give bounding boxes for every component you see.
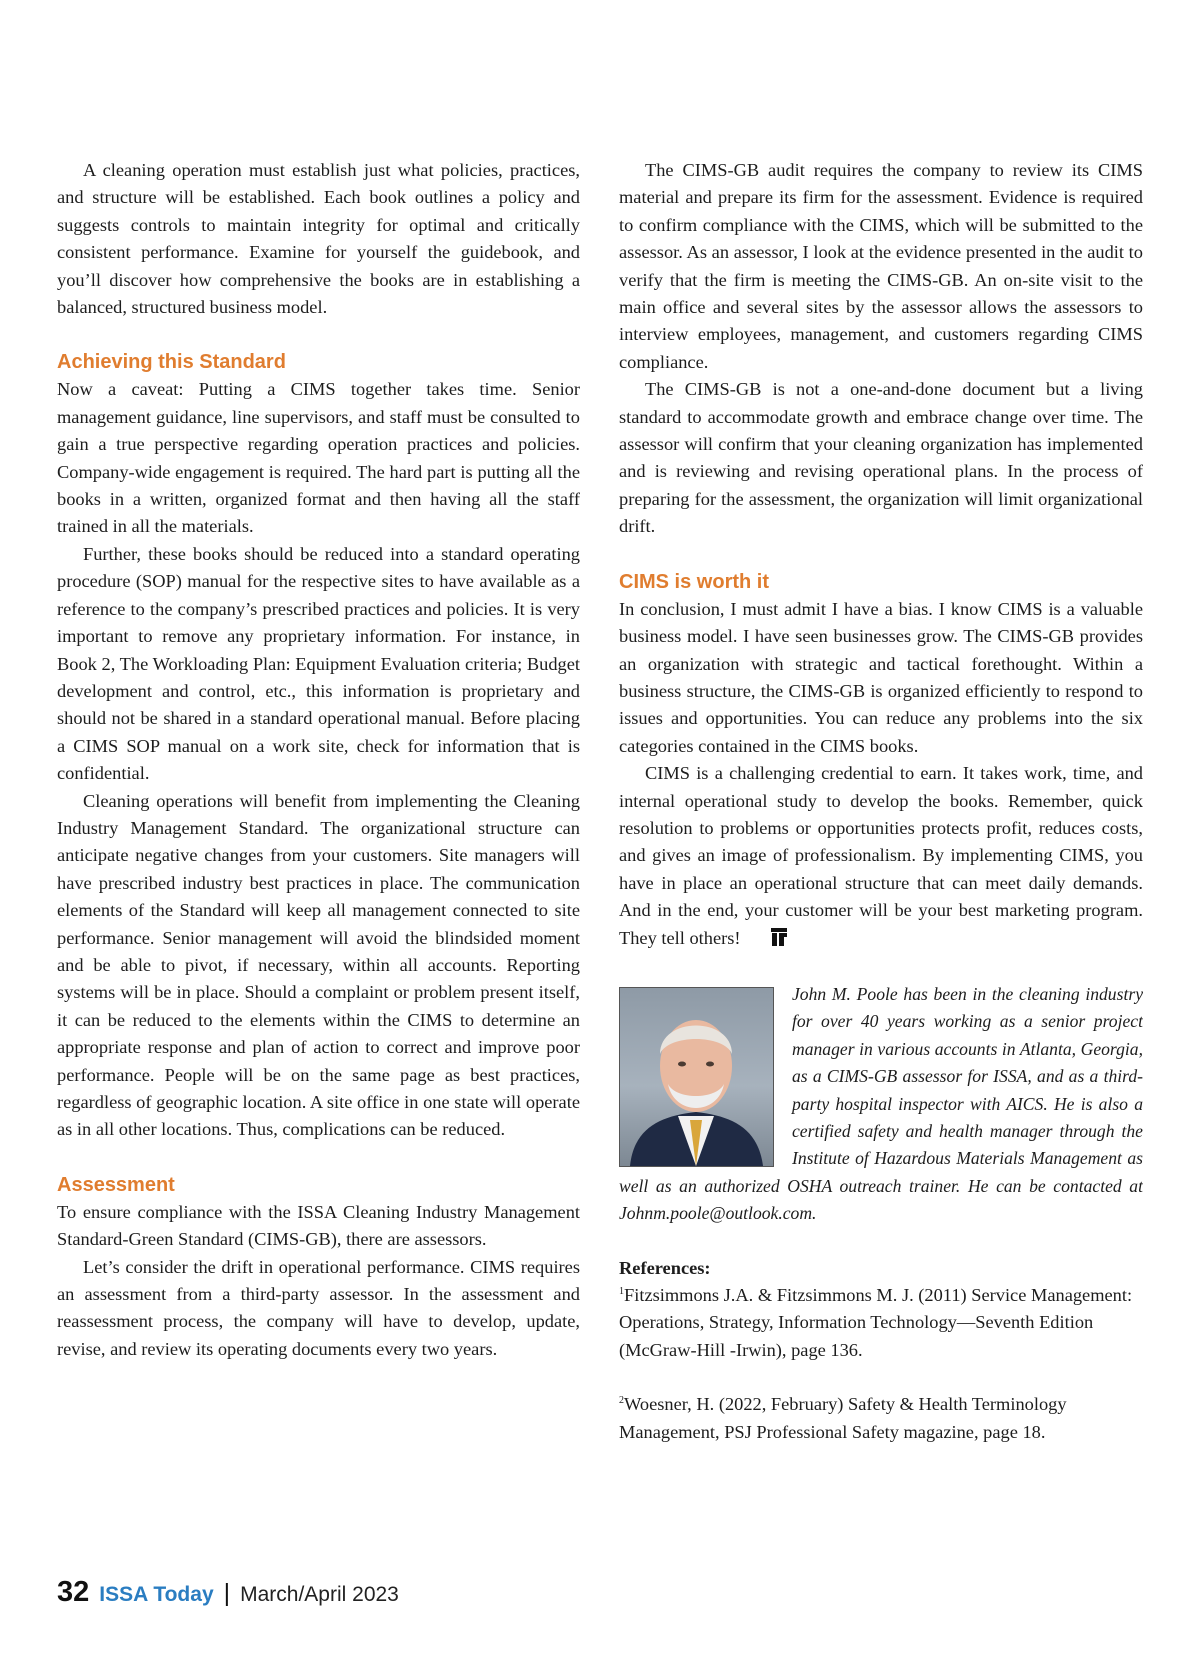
body-paragraph: Cleaning operations will benefit from implementing the Cleaning Industry Management Standard. The organizational structure can anticipate negative changes from your customers. Site managers will have prescribed industry best practices in place. The communication elements of the Standard will keep all management connected to site performance. Senior management will avoid the blindsided moment and be able to pivot, if necessary, within all accounts. Reporting systems will be in place. Should a complaint or problem present itself, it can be reduced to the elements within the CIMS to determine an appropriate response and plan of action to correct and improve poor performance. People will be on the same page as best practices, regardless of geographic location. A site office in one state will operate as in all other locations. Thus, complications can be reduced. — [57, 790, 580, 1140]
reference-number: 1 — [619, 1285, 624, 1297]
body-paragraph: Now a caveat: Putting a CIMS together takes time. Senior management guidance, line supervisors, and staff must be consulted to gain a true perspective regarding operation practices and policies. Company-wide engagement is required. The hard part is putting all the books in a written, organized format and then having all the staff trained in all the materials. — [57, 379, 580, 537]
page-footer — [57, 1576, 399, 1609]
section-heading-assessment: Assessment — [57, 1173, 175, 1196]
footer-separator: | — [223, 1579, 231, 1607]
author-photo — [619, 987, 774, 1167]
issue-date: March/April 2023 — [240, 1583, 399, 1606]
body-paragraph: In conclusion, I must admit I have a bias. I know CIMS is a valuable business model. I have seen businesses grow. The CIMS-GB provides an organization with strategic and tactical forethought. Within a business structure, the CIMS-GB is organized efficiently to respond to issues and opportunities. You can reduce any problems into the six categories contained in the CIMS books. — [619, 598, 1143, 756]
body-paragraph — [619, 760, 1143, 954]
section-heading-achieving: Achieving this Standard — [57, 351, 286, 374]
page-number: 32 — [57, 1576, 90, 1608]
body-paragraph: Let’s consider the drift in operational performance. CIMS requires an assessment from a third-party assessor. In the assessment and reassessment process, the company will have to develop, update, revise, and review its operating documents every two years. — [57, 1256, 580, 1359]
author-bio-text: John M. Poole has been in the cleaning industry for over 40 years working as a senior project manager in various accounts in Atlanta, Georgia, as a CIMS-GB assessor for ISSA, and as a third-party hospital inspector with AICS. He is also a certified safety and health manager through the Institute of Hazardous Materials Management as well as an authorized OSHA outreach trainer. He can be contacted at Johnm.poole@outlook.com. — [619, 983, 1143, 1224]
issa-logo-icon — [745, 927, 787, 954]
closing-text: CIMS is a challenging credential to earn. It takes work, time, and internal operational study to develop the books. Remember, quick resolution to problems or opportunities protects profit, reduces costs, and gives an image of professionalism. By implementing CIMS, you have in place an operational structure that can meet daily demands. And in the end, your customer will be your best marketing program. They tell others! — [619, 763, 1143, 948]
left-column — [57, 157, 580, 1363]
reference-number: 2 — [619, 1395, 624, 1407]
body-paragraph: Further, these books should be reduced into a standard operating procedure (SOP) manual for the respective sites to have available as a reference to the company’s prescribed practices and policies. It is very important to remove any proprietary information. For instance, in Book 2, The Workloading Plan: Equipment Evaluation criteria; Budget development and control, etc., this information is proprietary and should not be shared in a standard operational manual. Before placing a CIMS SOP manual on a work site, check for information that is confidential. — [57, 543, 580, 784]
body-paragraph: The CIMS-GB audit requires the company to review its CIMS material and prepare its firm for the assessment. Evidence is required to confirm compliance with the CIMS, which will be submitted to the assessor. As an assessor, I look at the evidence presented in the audit to verify that the firm is meeting the CIMS-GB. An on-site visit to the main office and several sites by the assessor allows the assessors to interview employees, management, and customers regarding CIMS compliance. — [619, 160, 1143, 372]
section-heading-worth-it: CIMS is worth it — [619, 570, 769, 593]
reference-text: Woesner, H. (2022, February) Safety & Health Terminology Management, PSJ Professional Safety magazine, page 18. — [619, 1394, 1067, 1442]
reference-item — [619, 1391, 1143, 1446]
reference-item — [619, 1282, 1143, 1364]
intro-paragraph: A cleaning operation must establish just what policies, practices, and structure will be established. Each book outlines a policy and suggests controls to maintain integrity for optimal and critically consistent performance. Examine for yourself the guidebook, and you’ll discover how comprehensive the books are in establishing a balanced, structured business model. — [57, 160, 580, 318]
body-paragraph: The CIMS-GB is not a one-and-done document but a living standard to accommodate growth and embrace change over time. The assessor will confirm that your cleaning organization has implemented and is reviewing and revising operational plans. In the process of preparing for the assessment, the organization will limit organizational drift. — [619, 379, 1143, 537]
author-bio — [619, 981, 1143, 1228]
references-heading: References: — [619, 1257, 711, 1278]
body-paragraph: To ensure compliance with the ISSA Cleaning Industry Management Standard-Green Standard (CIMS-GB), there are assessors. — [57, 1201, 580, 1250]
publication-name: ISSA Today — [99, 1583, 214, 1606]
right-column — [619, 157, 1143, 1446]
reference-text: Fitzsimmons J.A. & Fitzsimmons M. J. (2011) Service Management: Operations, Strategy, Information Technology—Seventh Edition (McGraw-Hill -Irwin), page 136. — [619, 1285, 1133, 1360]
